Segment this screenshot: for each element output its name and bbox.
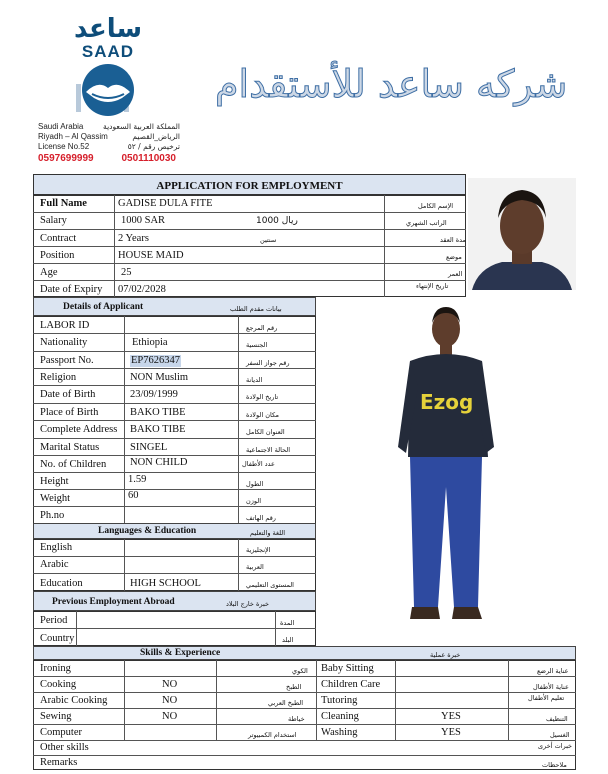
arabic-cleaning: التنظيف — [546, 715, 568, 723]
arabic-children-care: عناية الأطفال — [533, 683, 569, 691]
value-washing: YES — [441, 727, 461, 738]
arabic-washing: الغسيل — [550, 731, 570, 739]
value-date-of-expiry: 07/02/2028 — [118, 284, 166, 295]
skills-header-bar — [33, 646, 576, 660]
value-weight: 60 — [128, 490, 139, 501]
previous-employment-header-arabic: خبرة خارج البلاد — [226, 600, 269, 608]
arabic-position: موضع — [446, 253, 462, 261]
arabic-age: العمر — [448, 270, 463, 278]
arabic-complete-address: العنوان الكامل — [246, 428, 285, 436]
arabic-nationality: الجنسية — [246, 341, 268, 349]
skills-header-arabic: خبرة عملية — [430, 651, 461, 659]
value-arabic-cooking: NO — [162, 695, 178, 706]
label-sewing: Sewing — [40, 711, 72, 722]
label-salary: Salary — [40, 215, 67, 226]
logo-phone-right: 0501110030 — [121, 153, 176, 164]
label-other-skills: Other skills — [40, 742, 89, 753]
svg-text:Ezog: Ezog — [420, 390, 474, 414]
label-country: Country — [40, 633, 75, 644]
arabic-arabic-cooking: الطبخ العربي — [268, 699, 304, 707]
arabic-phone-no: رقم الهاتف — [246, 514, 276, 522]
value-education: HIGH SCHOOL — [130, 578, 201, 589]
label-arabic-cooking: Arabic Cooking — [40, 695, 108, 706]
logo-arabic-address: المملكة العربية السعودية الرياض_القصيم ترخيص رقم / ٥٢ — [103, 122, 180, 151]
label-position: Position — [40, 250, 75, 261]
label-height: Height — [40, 476, 69, 487]
company-title: شركه ساعد للأستقدام — [215, 62, 568, 106]
value-sewing: NO — [162, 711, 178, 722]
company-logo — [32, 14, 184, 164]
value-height: 1.59 — [128, 474, 147, 485]
arabic-tutoring: تعليم الأطفال — [528, 694, 565, 702]
label-marital-status: Marital Status — [40, 442, 100, 453]
arabic-remarks: ملاحظات — [542, 761, 567, 769]
skills-header: Skills & Experience — [140, 648, 221, 658]
arabic-labor-id: رقم المرجع — [246, 324, 278, 332]
logo-phone-left: 0597699999 — [38, 153, 94, 164]
label-contract: Contract — [40, 233, 77, 244]
label-age: Age — [40, 267, 58, 278]
label-passport-no: Passport No. — [40, 355, 94, 366]
label-ironing: Ironing — [40, 663, 71, 674]
label-nationality: Nationality — [40, 337, 88, 348]
label-place-of-birth: Place of Birth — [40, 407, 99, 418]
arabic-date-of-expiry: تاريخ الإنتهاء — [416, 282, 449, 290]
applicant-full-body-photo — [318, 297, 576, 645]
label-remarks: Remarks — [40, 757, 78, 768]
value-religion: NON Muslim — [130, 372, 189, 383]
arabic-no-of-children: عدد الأطفال — [242, 460, 275, 468]
label-period: Period — [40, 615, 68, 626]
arabic-cooking: الطبخ — [286, 683, 302, 691]
value-no-of-children: NON CHILD — [130, 457, 188, 468]
label-children-care: Children Care — [321, 679, 381, 690]
value-nationality: Ethiopia — [132, 337, 168, 348]
label-baby-sitting: Baby Sitting — [321, 663, 374, 674]
value-salary-ar: 1000 ريال — [256, 216, 298, 226]
label-date-of-expiry: Date of Expiry — [40, 284, 103, 295]
value-contract-ar: سنتين — [260, 236, 277, 244]
handshake-icon — [62, 58, 154, 122]
label-complete-address: Complete Address — [40, 424, 118, 435]
value-cleaning: YES — [441, 711, 461, 722]
applicant-headshot-photo — [468, 178, 576, 290]
details-header: Details of Applicant — [63, 302, 144, 312]
label-religion: Religion — [40, 372, 77, 383]
arabic-other-skills: خبرات أخرى — [538, 742, 573, 750]
label-english: English — [40, 542, 73, 553]
label-no-of-children: No. of Children — [40, 459, 107, 470]
arabic-arabic: العربية — [246, 563, 264, 571]
arabic-place-of-birth: مكان الولادة — [246, 411, 280, 419]
value-position: HOUSE MAID — [118, 250, 184, 261]
value-cooking: NO — [162, 679, 178, 690]
details-header-arabic: بيانات مقدم الطلب — [230, 305, 282, 313]
label-tutoring: Tutoring — [321, 695, 358, 706]
label-washing: Washing — [321, 727, 358, 738]
value-full-name: GADISE DULA FITE — [118, 198, 213, 209]
arabic-sewing: خياطة — [288, 715, 305, 723]
value-complete-address: BAKO TIBE — [130, 424, 186, 435]
value-contract: 2 Years — [118, 233, 149, 244]
arabic-height: الطول — [246, 480, 264, 488]
value-marital-status: SINGEL — [130, 442, 168, 453]
value-passport-no: EP7626347 — [131, 355, 181, 366]
value-place-of-birth: BAKO TIBE — [130, 407, 186, 418]
value-salary: 1000 SAR — [121, 215, 166, 226]
arabic-country: البلد — [282, 636, 294, 644]
languages-header-arabic: اللغة والتعليم — [250, 529, 286, 537]
value-date-of-birth: 23/09/1999 — [130, 389, 178, 400]
previous-employment-header: Previous Employment Abroad — [52, 597, 175, 607]
label-full-name: Full Name — [40, 198, 87, 209]
label-education: Education — [40, 578, 83, 589]
arabic-marital-status: الحالة الاجتماعية — [246, 446, 291, 454]
arabic-english: الإنجليزية — [246, 546, 271, 554]
arabic-computer: استخدام الكمبيوتر — [248, 731, 297, 739]
arabic-education: المستوى التعليمي — [246, 581, 294, 589]
arabic-religion: الديانة — [246, 376, 263, 384]
logo-arabic-name: ساعد — [73, 14, 143, 44]
logo-english-name: SAAD — [81, 42, 135, 61]
value-age: 25 — [121, 267, 132, 278]
arabic-date-of-birth: تاريخ الولادة — [246, 393, 279, 401]
arabic-ironing: الكوي — [292, 667, 308, 675]
arabic-salary: الراتب الشهري — [406, 219, 447, 227]
arabic-period: المدة — [280, 619, 295, 627]
label-arabic: Arabic — [40, 559, 69, 570]
form-title: APPLICATION FOR EMPLOYMENT — [156, 180, 343, 192]
label-date-of-birth: Date of Birth — [40, 389, 96, 400]
logo-english-address: Saudi Arabia Riyadh – Al Qassim License No.52 — [38, 122, 108, 151]
arabic-weight: الوزن — [246, 497, 262, 505]
label-phone-no: Ph.no — [40, 510, 65, 521]
label-computer: Computer — [40, 727, 82, 738]
label-cooking: Cooking — [40, 679, 77, 690]
label-labor-id: LABOR ID — [40, 320, 90, 331]
arabic-contract: مدة العقد — [440, 236, 466, 244]
arabic-full-name: الإسم الكامل — [418, 202, 454, 210]
languages-header: Languages & Education — [98, 526, 197, 536]
arabic-baby-sitting: عناية الرضع — [537, 667, 569, 675]
arabic-passport-no: رقم جواز السفر — [246, 359, 290, 367]
label-cleaning: Cleaning — [321, 711, 359, 722]
label-weight: Weight — [40, 493, 71, 504]
